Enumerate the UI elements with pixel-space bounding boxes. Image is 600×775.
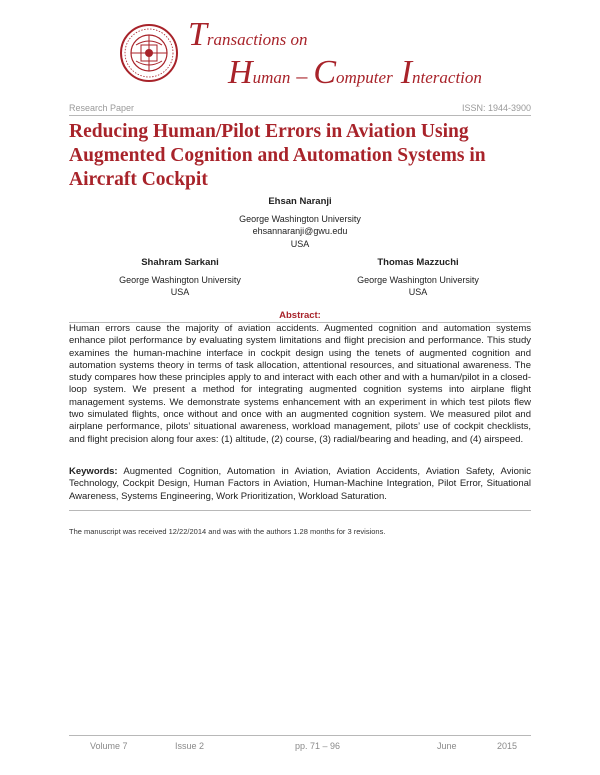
journal-word-transactions: ransactions on (206, 30, 308, 49)
journal-word-interaction: nteraction (412, 68, 482, 87)
journal-logo-icon (119, 23, 179, 83)
header-divider (69, 115, 531, 116)
journal-cap-c: C (313, 54, 337, 91)
journal-title-line1 (188, 18, 308, 52)
keywords-divider (69, 510, 531, 511)
footer-pages: pp. 71 – 96 (295, 741, 341, 751)
author-country: USA (290, 238, 310, 249)
author-name: Thomas Mazzuchi (377, 257, 459, 268)
manuscript-note: The manuscript was received 12/22/2014 and was with the authors 1.28 months for 3 revisions. (69, 527, 386, 536)
keywords-label: Keywords: (69, 466, 118, 477)
footer-divider (69, 735, 531, 736)
footer-issue: Issue 2 (175, 741, 205, 751)
journal-word-computer: omputer (336, 68, 393, 87)
author-block-2 (80, 257, 280, 299)
journal-dash: – (296, 63, 308, 88)
journal-title (188, 16, 508, 91)
abstract-heading: Abstract: (279, 310, 321, 321)
keywords-text: Augmented Cognition, Automation in Aviation, Aviation Accidents, Aviation Safety, Avionic Technology, Cockpit Design, Human Factors in Aviation, Human-Machine Integration, Pilot Error, Situational Awareness, Systems Engineering, Work Prioritization, Workload Saturation. (69, 466, 531, 502)
keywords-paragraph (69, 466, 531, 503)
journal-cap-h: H (228, 54, 253, 91)
author-email[interactable]: ehsannaranji@gwu.edu (252, 226, 348, 236)
author-name: Shahram Sarkani (141, 257, 219, 268)
author-affiliation: George Washington University (119, 274, 241, 285)
author-block-3 (318, 257, 518, 299)
footer-month: June (437, 741, 457, 751)
author-affiliation: George Washington University (239, 213, 361, 224)
author-block-1 (200, 196, 400, 250)
footer-year: 2015 (497, 741, 518, 751)
paper-type: Research Paper (69, 103, 135, 113)
issn: ISSN: 1944-3900 (461, 103, 531, 113)
journal-title-line2 (228, 56, 482, 90)
author-affiliation: George Washington University (357, 274, 479, 285)
journal-cap-t: T (188, 16, 207, 53)
header-meta (69, 103, 531, 115)
journal-cap-i: I (400, 54, 413, 91)
journal-word-human: uman (252, 68, 291, 87)
author-country: USA (408, 287, 428, 297)
abstract-text: Human errors cause the majority of aviation accidents. Augmented cognition and automation systems enhance pilot performance by evaluating system limitations and flight precision and performance. This study examines the human-machine interface in cockpit design using the tenets of augmented cognition and automation systems theory in terms of task allocation, attentional resources, and situational awareness. The study compares how these principles apply to and interact with each other and with a human/pilot in a closed-loop system. We present a method for integrating augmented cognition systems into airplane flight management systems. We demonstrate systems enhancement with an experiment in which test pilots flew two simulated flights, once without and once with an augmented cognition system. We measured pilot and airplane performance, pilots’ situational awareness, workload management, pilots’ use of cockpit checklists, and flight precision along four axes: (1) altitude, (2) course, (3) radial/bearing and heading, and (4) airspeed. (69, 323, 531, 445)
author-name: Ehsan Naranji (268, 196, 332, 207)
author-country: USA (170, 287, 190, 297)
paper-title: Reducing Human/Pilot Errors in Aviation Using Augmented Cognition and Automation Systems in Aircraft Cockpit (69, 121, 486, 190)
footer-volume: Volume 7 (90, 741, 128, 751)
